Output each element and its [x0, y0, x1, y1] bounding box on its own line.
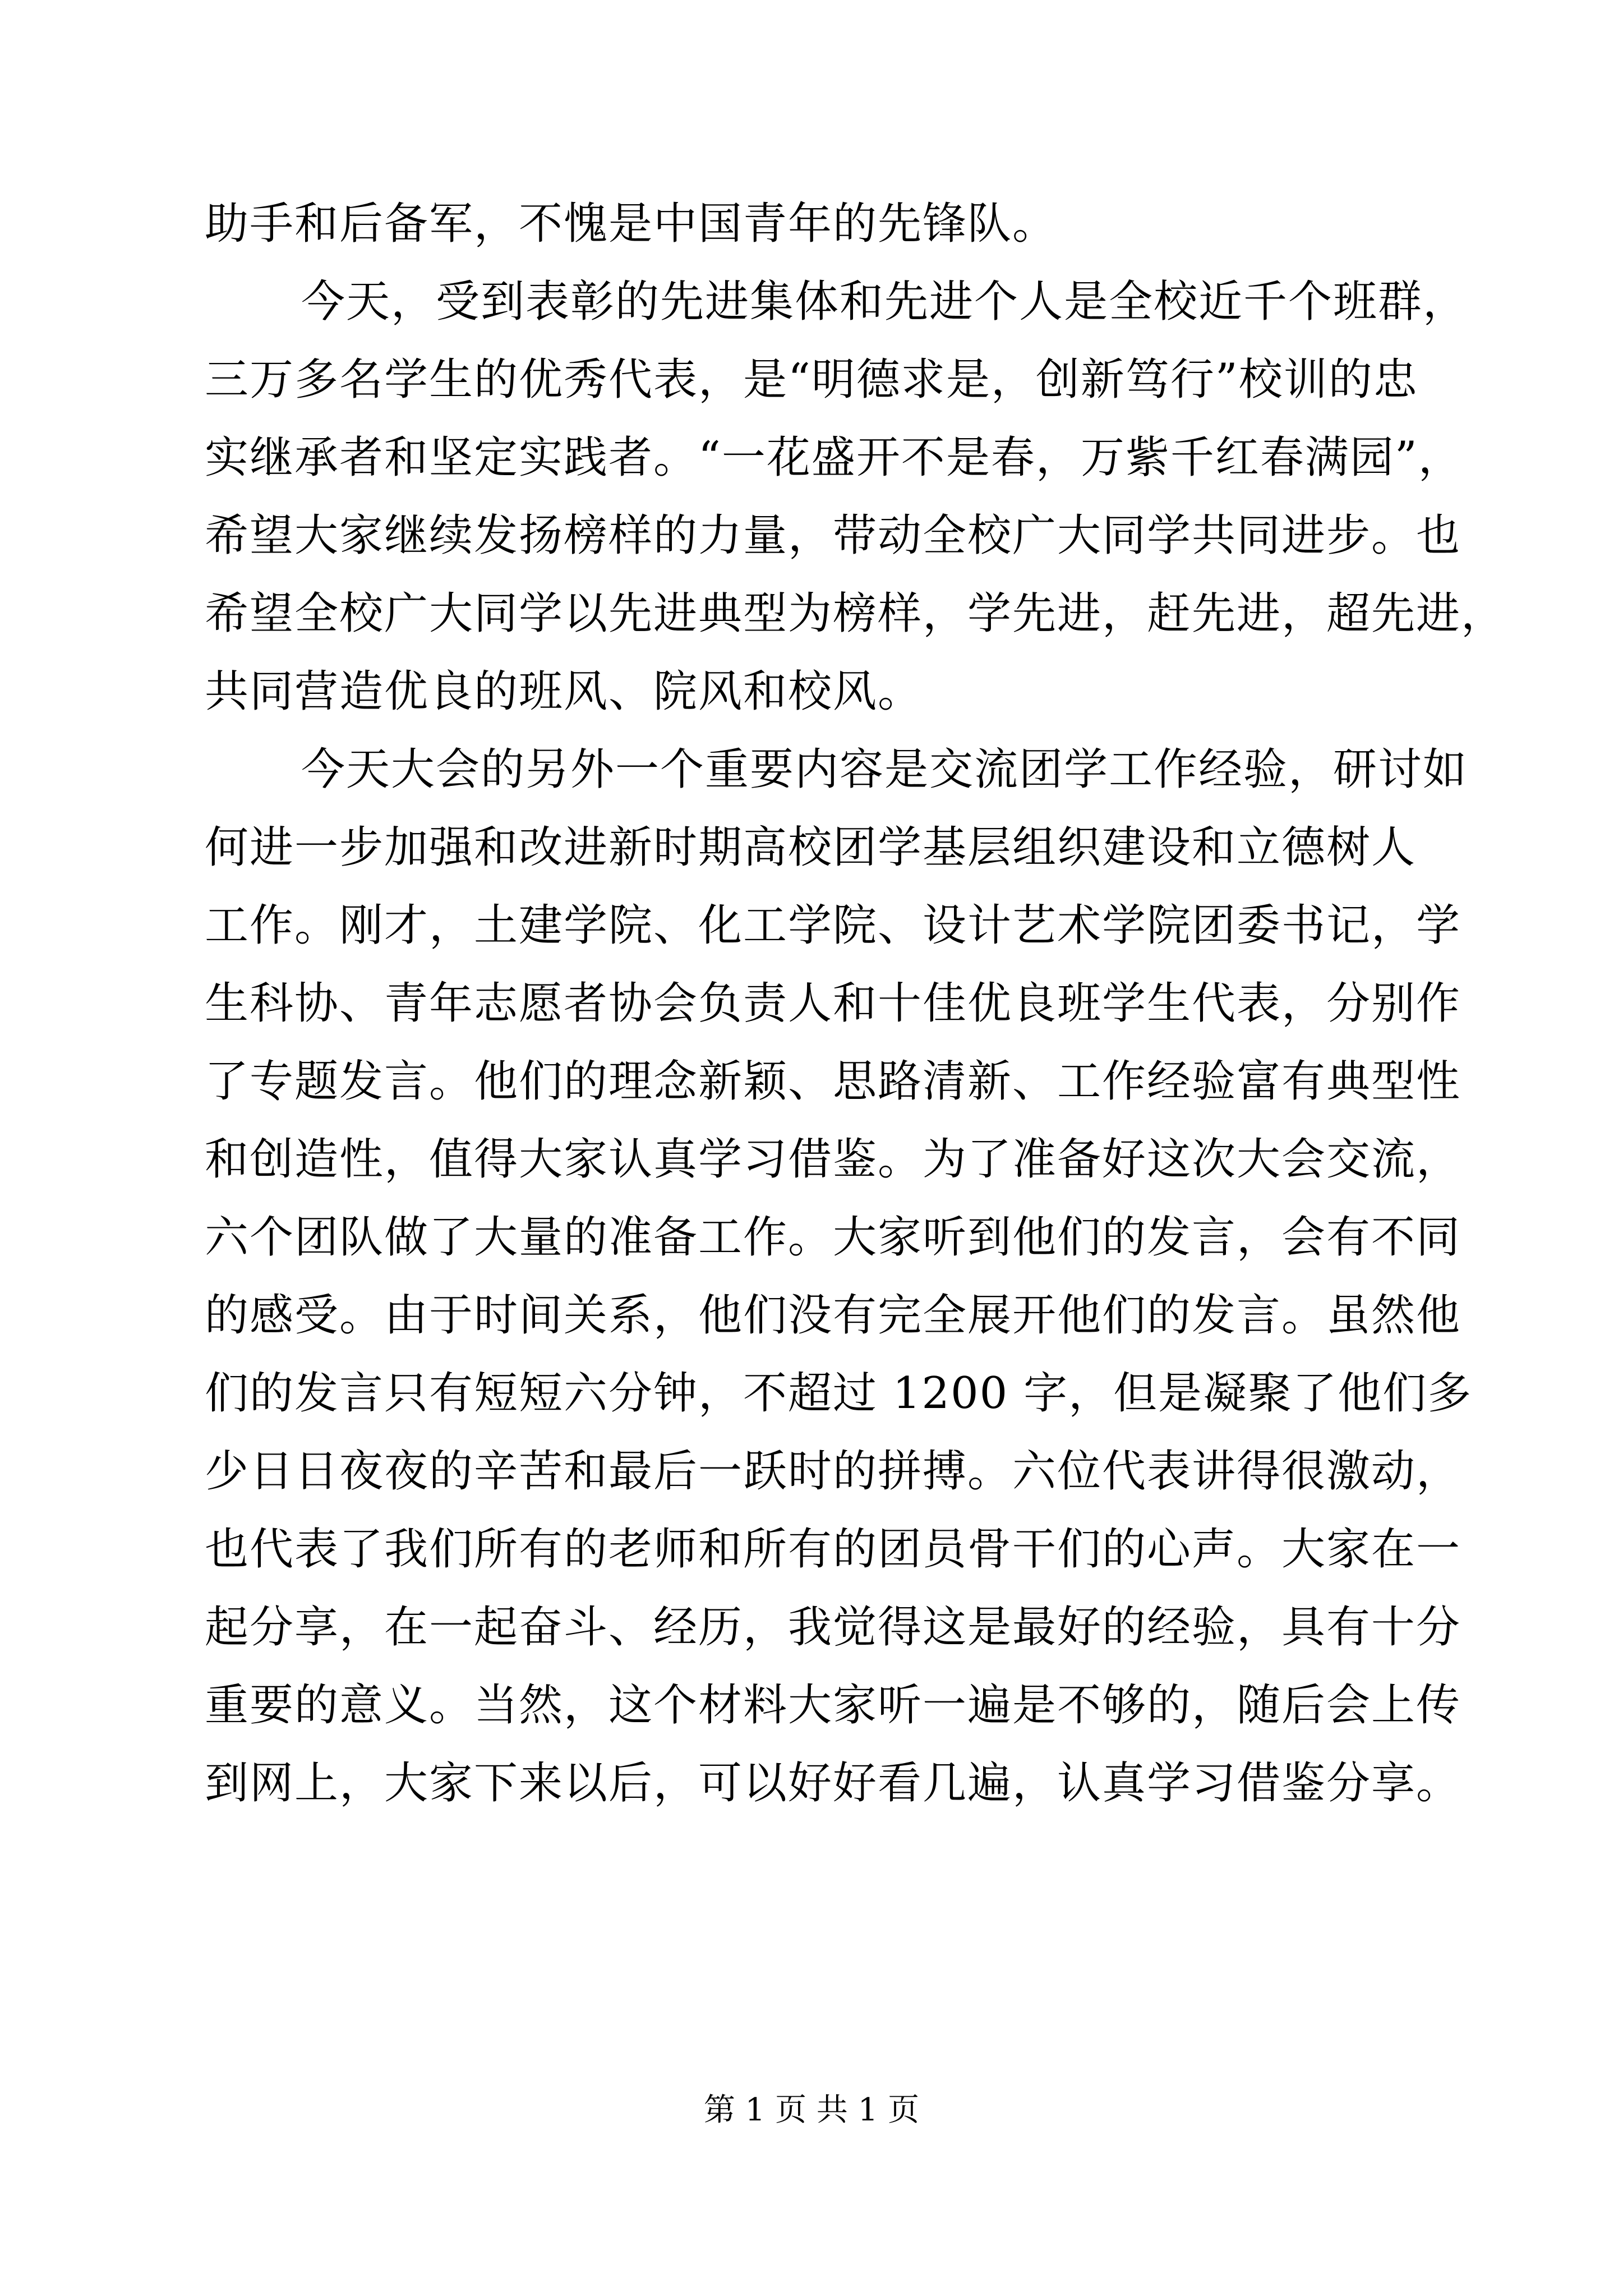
text-line: 到网上，大家下来以后，可以好好看几遍，认真学习借鉴分享。	[205, 1758, 1461, 1809]
text-line: 三万多名学生的优秀代表，是“明德求是，创新笃行”校训的忠	[205, 355, 1418, 405]
text-line: 生科协、青年志愿者协会负责人和十佳优良班学生代表，分别作	[205, 978, 1461, 1029]
text-line: 共同营造优良的班风、院风和校风。	[205, 666, 923, 717]
document-body	[205, 185, 1506, 1823]
text-line: 和创造性，值得大家认真学习借鉴。为了准备好这次大会交流，	[205, 1134, 1461, 1185]
text-line: 希望大家继续发扬榜样的力量，带动全校广大同学共同进步。也	[205, 510, 1461, 561]
paragraph-start-line: 今天，受到表彰的先进集体和先进个人是全校近千个班群，	[301, 277, 1468, 327]
text-line: 何进一步加强和改进新时期高校团学基层组织建设和立德树人	[205, 822, 1417, 873]
text-line: 们的发言只有短短六分钟，不超过 1200 字，但是凝聚了他们多	[205, 1368, 1473, 1419]
text-line: 六个团队做了大量的准备工作。大家听到他们的发言，会有不同	[205, 1212, 1461, 1263]
text-line: 了专题发言。他们的理念新颖、思路清新、工作经验富有典型性	[205, 1056, 1461, 1107]
page-number-footer: 第 1 页 共 1 页	[703, 2092, 920, 2128]
text-line: 起分享，在一起奋斗、经历，我觉得这是最好的经验，具有十分	[205, 1602, 1461, 1653]
text-line: 少日日夜夜的辛苦和最后一跃时的拼搏。六位代表讲得很激动，	[205, 1446, 1461, 1497]
text-line: 也代表了我们所有的老师和所有的团员骨干们的心声。大家在一	[205, 1524, 1461, 1575]
text-line: 重要的意义。当然，这个材料大家听一遍是不够的，随后会上传	[205, 1680, 1461, 1731]
text-line: 的感受。由于时间关系，他们没有完全展开他们的发言。虽然他	[205, 1290, 1461, 1341]
text-line: 工作。刚才，土建学院、化工学院、设计艺术学院团委书记，学	[205, 900, 1461, 951]
paragraph-start-line: 今天大会的另外一个重要内容是交流团学工作经验，研讨如	[301, 744, 1468, 795]
text-line: 助手和后备军，不愧是中国青年的先锋队。	[205, 199, 1058, 249]
text-line: 希望全校广大同学以先进典型为榜样，学先进，赶先进，超先进，	[205, 588, 1506, 639]
text-line: 实继承者和坚定实践者。“一花盛开不是春，万紫千红春满园”，	[205, 432, 1463, 483]
